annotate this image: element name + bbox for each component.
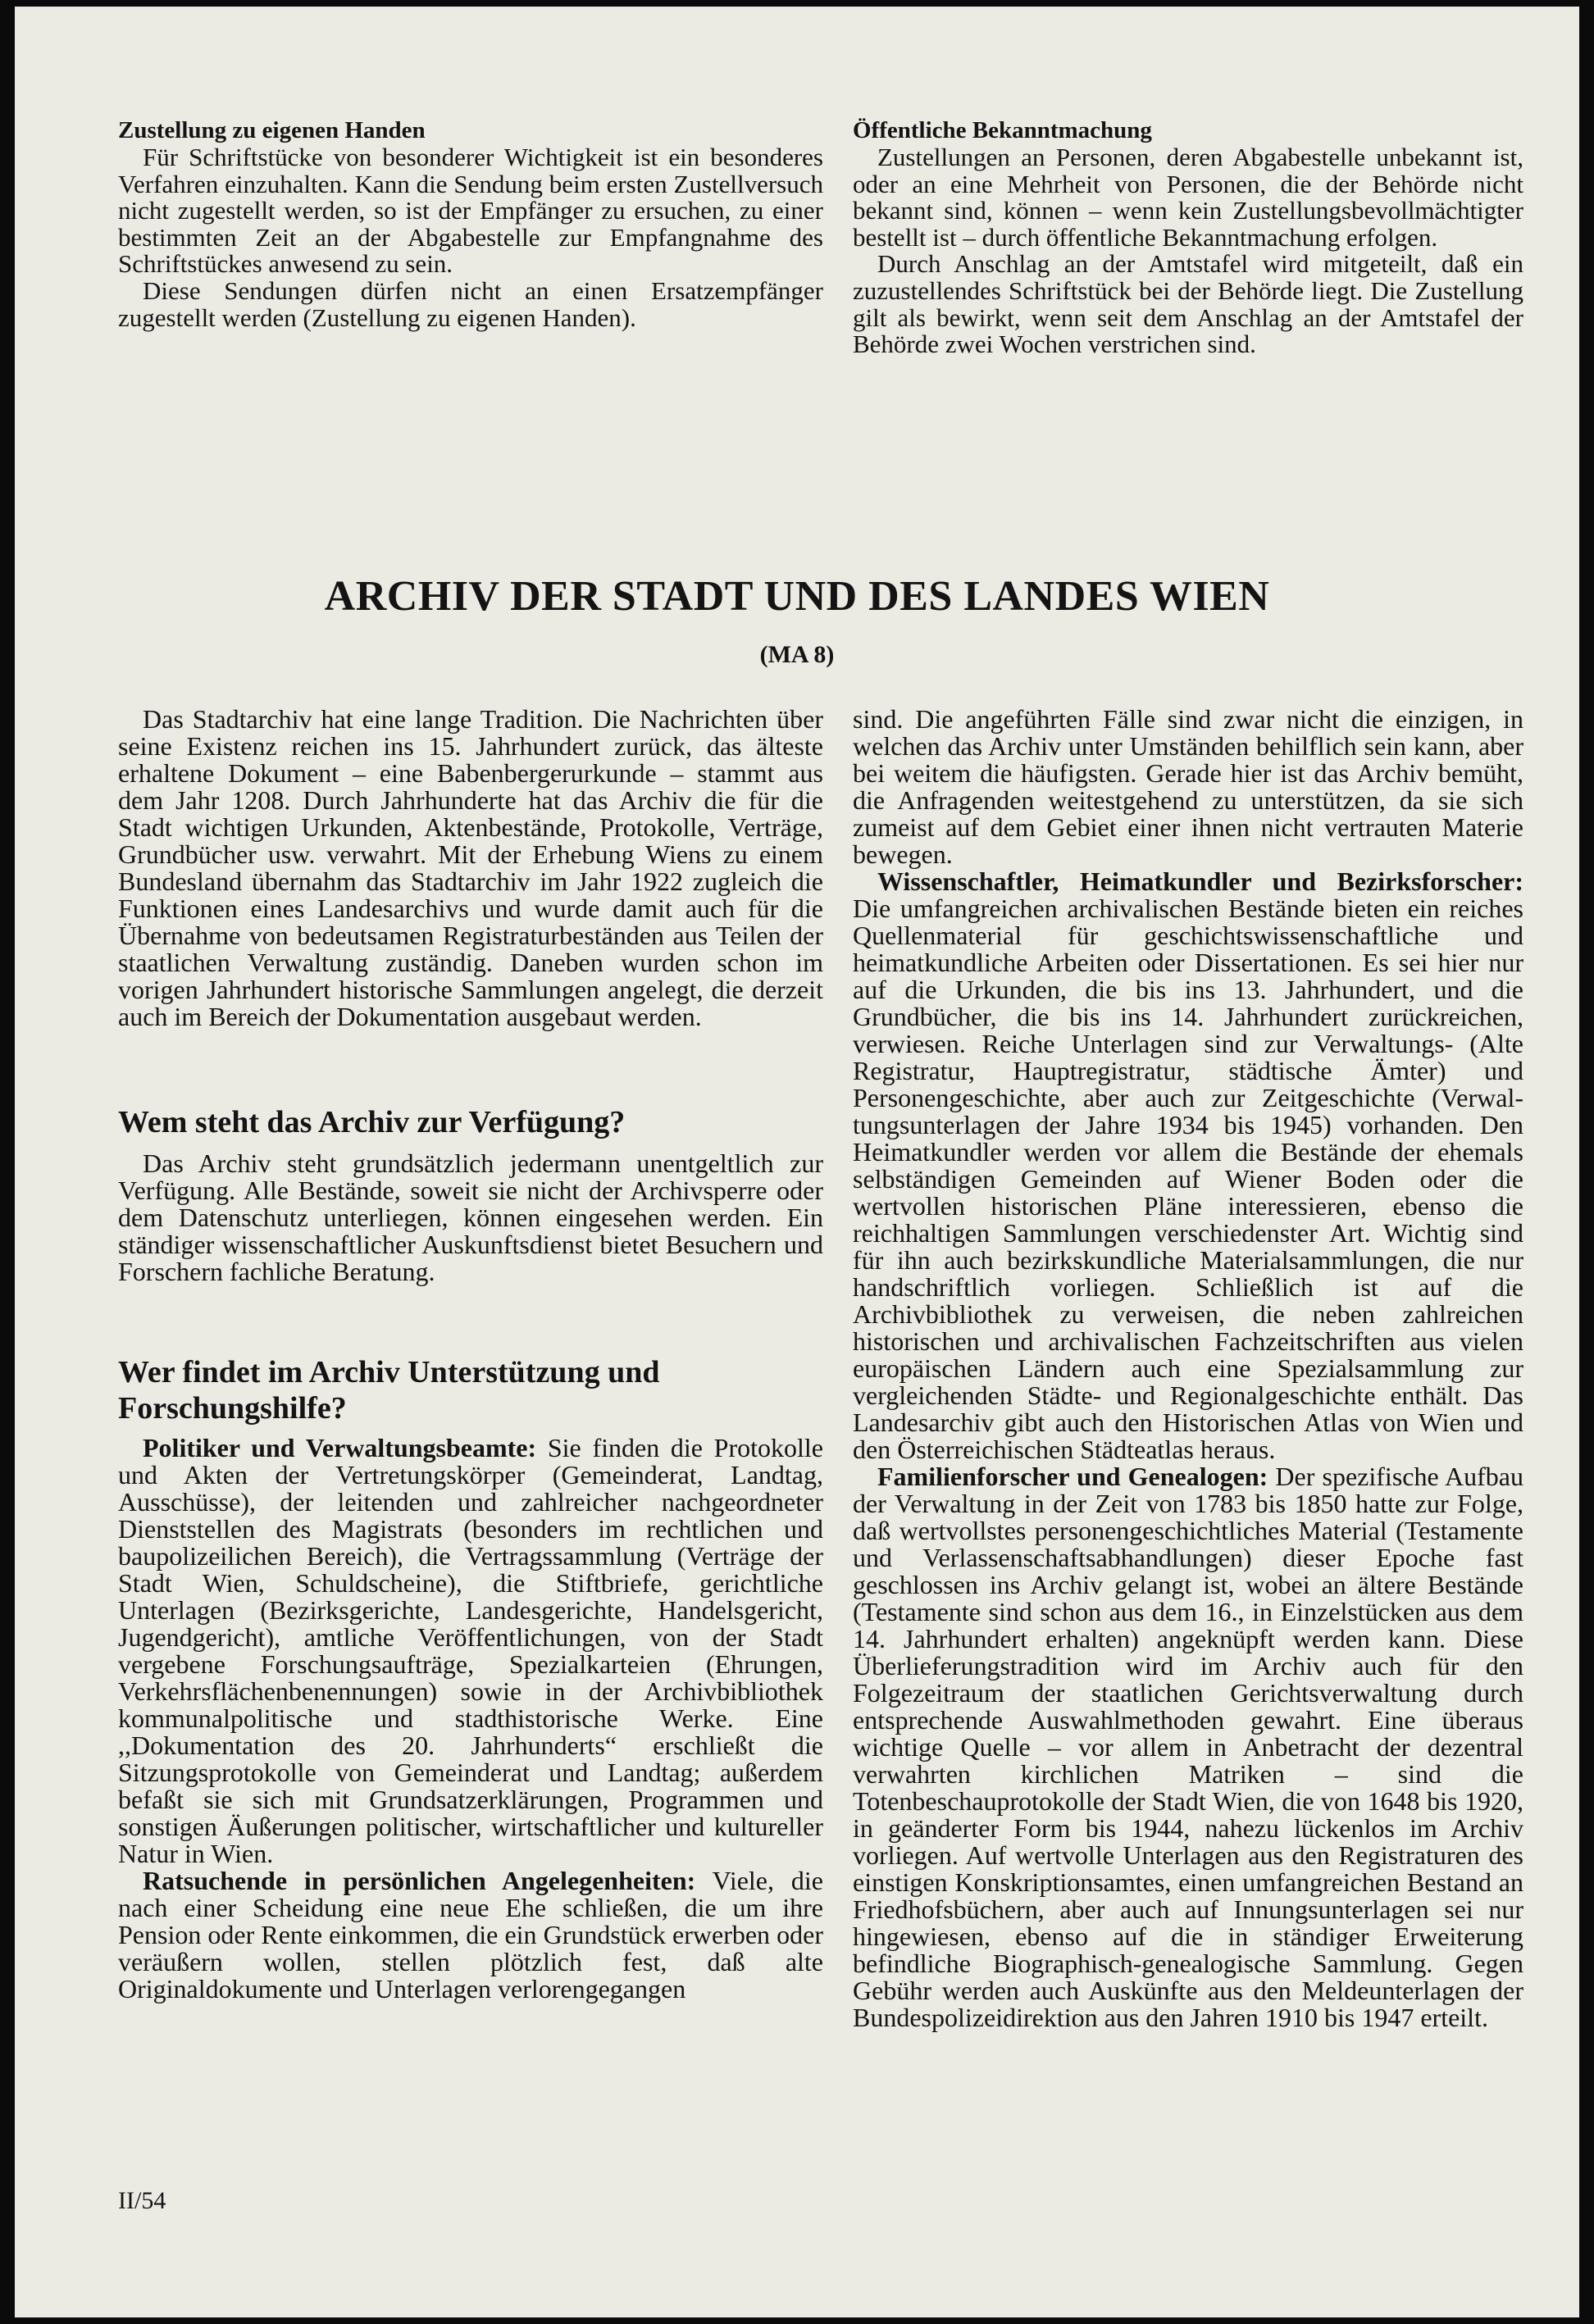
main-left-column: [118, 706, 823, 2003]
zustellung-paragraph-2: Diese Sendungen dürfen nicht an einen Ersatzempfänger zugestellt werden (Zustellung zu eigenen Handen).: [118, 275, 823, 332]
wissenschaftler-text: Die umfangreichen archivalischen Bestände bieten ein reiches Quellenmaterial für geschichtswissenschaftliche und heimatkundliche Arbeiten oder Dissertationen. Es sei hier nur auf die Urkunden, die bis ins 13. Jahrhundert, und die Grundbücher, die bis ins 14. Jahrhundert zurückreichen, verwiesen. Reiche Unterlagen sind zur Verwaltungs- (Alte Registratur, Hauptregistratur, städtische Ämter) und Personengeschichte, aber auch zur Zeitgeschichte (Verwaltungsunterlagen der Jahre 1934 bis 1945) vorhanden. Den Heimatkundler werden vor allem die Bestände der ehemals selbständigen Gemeinden auf Wiener Boden oder die wertvollen historischen Pläne interessieren, ebenso die reichhaltigen Sammlungen verschiedenster Art. Wichtig sind für ihn auch bezirkskundliche Materialsammlungen, die nur handschriftlich vorliegen. Schließlich ist auf die Archivbibliothek zu verweisen, die neben zahlreichen historischen und archivalischen Fachzeitschriften aus vielen europäischen Ländern auch eine Spezialsammlung zur vergleichenden Städte- und Regionalgeschichte enthält. Das Landesarchiv gibt auch den Historischen Atlas von Wien und den Österreichischen Städteatlas heraus.: [853, 894, 1523, 1464]
article-title: ARCHIV DER STADT UND DES LANDES WIEN: [324, 573, 1270, 620]
ratsuchende-lead: Ratsuchende in persönlichen Angelegenheiten:: [143, 1866, 696, 1895]
section-heading-verfuegung: Wem steht das Archiv zur Verfügung?: [118, 1105, 626, 1139]
familienforscher-text: Der spezifische Aufbau der Verwaltung in der Zeit von 1783 bis 1850 hatte zur Folge, daß wertvollstes personengeschichtliches Material (Testamente und Verlassenschaftsabhandlungen) dieser Epoche fast geschlossen ins Archiv gelangt ist, wobei an ältere Bestände (Testamente sind schon aus dem 16., in Einzelstücken aus dem 14. Jahrhundert erhalten) angeknüpft werden kann. Diese Überlieferungstradition wird im Archiv auch für den Folgezeitraum der staatlichen Gerichtsverwaltung durch entsprechende Auswahlmethoden gewahrt. Eine überaus wichtige Quelle – vor allem in Anbetracht der dezentral verwahrten kirchlichen Matriken – sind die Totenbeschauprotokolle der Stadt Wien, die von 1648 bis 1920, in geänderter Form bis 1944, nahezu lückenlos im Archiv vorliegen. Auf wertvolle Unterlagen aus den Registraturen des einstigen Konskriptionsamtes, einen umfangreichen Bestand an Friedhofsbüchern, aber auch auf Innungsunterlagen sei nur hingewiesen, ebenso auf die in ständiger Erweiterung befindliche Biographisch-genealogische Sammlung. Gegen Gebühr werden auch Auskünfte aus den Meldeunterlagen der Bundespolizeidirektion aus den Jahren 1910 bis 1947 erteilt.: [853, 1462, 1523, 2032]
intro-paragraph: Das Stadtarchiv hat eine lange Tradition. Die Nachrichten über seine Existenz reichen ins 15. Jahrhundert zurück, das älteste erhaltene Dokument – eine Babenbergerurkunde – stammt aus dem Jahr 1208. Durch Jahrhunderte hat das Archiv die für die Stadt wichtigen Urkunden, Aktenbestände, Protokolle, Verträge, Grundbücher usw. verwahrt. Mit der Erhebung Wiens zu einem Bundesland übernahm das Stadtarchiv im Jahr 1922 zugleich die Funktionen eines Landesarchivs und wurde damit auch für die Übernahme von bedeutsamen Registraturbeständen aus Teilen der staatlichen Verwaltung zuständig. Daneben wurden schon im vorigen Jahrhundert historische Sammlungen angelegt, die derzeit auch im Bereich der Dokumentation ausgebaut werden.: [118, 704, 823, 1031]
ratsuchende-paragraph: [118, 1867, 823, 2003]
article-subtitle: (MA 8): [759, 641, 835, 668]
heading-bekanntmachung: Öffentliche Bekanntmachung: [853, 117, 1152, 143]
politiker-lead: Politiker und Verwaltungsbeamte:: [143, 1433, 537, 1462]
heading-zustellung: Zustellung zu eigenen Handen: [118, 117, 426, 143]
section-heading-unterstuetzung: Wer findet im Archiv Unterstützung und Forschungshilfe?: [118, 1355, 660, 1426]
top-left-column: [118, 116, 823, 331]
bekanntmachung-paragraph-1: Zustellungen an Personen, deren Abgabestelle unbekannt ist, oder an eine Mehrheit von Personen, die der Behörde nicht bekannt sind, können – wenn kein Zustellungsbevollmächtigter bestellt ist – durch öffentliche Bekanntmachung erfolgen.: [853, 143, 1523, 252]
politiker-text: Sie finden die Protokolle und Akten der Vertretungskörper (Gemeinderat, Landtag, Ausschüsse), der leitenden und zahlreicher nachgeordneter Dienststellen des Magistrats (besonders im rechtlichen und baupolizeilichen Bereich), die Vertragssammlung (Verträge der Stadt Wien, Schuldscheine), die Stiftbriefe, gerichtliche Unterlagen (Bezirksgerichte, Landesgerichte, Handelsgericht, Jugendgericht), amtliche Veröffentlichungen, von der Stadt vergebene Forschungsaufträge, Spezialkarteien (Ehrungen, Verkehrsflächenbenennungen) sowie in der Archivbibliothek kommunalpolitische und stadthistorische Werke. Eine ,,Dokumentation des 20. Jahrhunderts“ erschließt die Sitzungsprotokolle von Gemeinderat und Landtag; außerdem befaßt sie sich mit Grundsatzerklärungen, Programmen und sonstigen Äußerungen politischer, wirtschaftlicher und kultureller Natur in Wien.: [118, 1433, 823, 1868]
familienforscher-paragraph: [853, 1463, 1523, 2031]
bekanntmachung-paragraph-2: Durch Anschlag an der Amtstafel wird mitgeteilt, daß ein zuzustellendes Schriftstück bei der Behörde liegt. Die Zustellung gilt als bewirkt, wenn seit dem Anschlag an der Amtstafel der Behörde zwei Wochen verstrichen sind.: [853, 249, 1523, 359]
wissenschaftler-lead: Wissenschaftler, Heimatkundler und Bezirksforscher:: [877, 866, 1523, 896]
main-right-column: [853, 706, 1523, 2031]
ratsuchende-text: Viele, die nach einer Scheidung eine neue Ehe schließen, die um ihre Pension oder Rente einkommen, die ein Grundstück erwerben oder veräußern wollen, stellen plötzlich fest, daß alte Originaldokumente und Unterlagen verlorengegangen: [118, 1866, 823, 2003]
zustellung-paragraph-1: Für Schriftstücke von besonderer Wichtigkeit ist ein besonderes Verfahren einzuhalten. Kann die Sendung beim ersten Zustellversuch nicht zugestellt werden, so ist der Empfänger zu ersuchen, zu einer bestimmten Zeit an der Abgabestelle zur Empfangnahme des Schriftstückes anwesend zu sein.: [118, 143, 823, 279]
politiker-paragraph: [118, 1435, 823, 1867]
ratsuchende-continuation: sind. Die angeführten Fälle sind zwar nicht die einzigen, in welchen das Archiv unter Umständen behilflich sein kann, aber bei weitem die häufigsten. Gerade hier ist das Archiv bemüht, die Anfragenden weitestgehend zu unterstützen, da sie sich zumeist auf dem Gebiet einer ihnen nicht vertrauten Materie bewegen.: [853, 704, 1523, 869]
familienforscher-lead: Familienforscher und Genealogen:: [877, 1462, 1268, 1491]
top-right-column: [853, 116, 1523, 358]
wissenschaftler-paragraph: [853, 868, 1523, 1463]
page-number: II/54: [118, 2187, 166, 2214]
scanned-page: [15, 7, 1579, 2317]
verfuegung-paragraph: Das Archiv steht grundsätzlich jedermann unentgeltlich zur Verfügung. Alle Bestände, soweit sie nicht der Archivsperre oder dem Datenschutz unterliegen, können eingesehen werden. Ein ständiger wissenschaftlicher Auskunftsdienst bietet Besuchern und Forschern fachliche Beratung.: [118, 1148, 823, 1286]
